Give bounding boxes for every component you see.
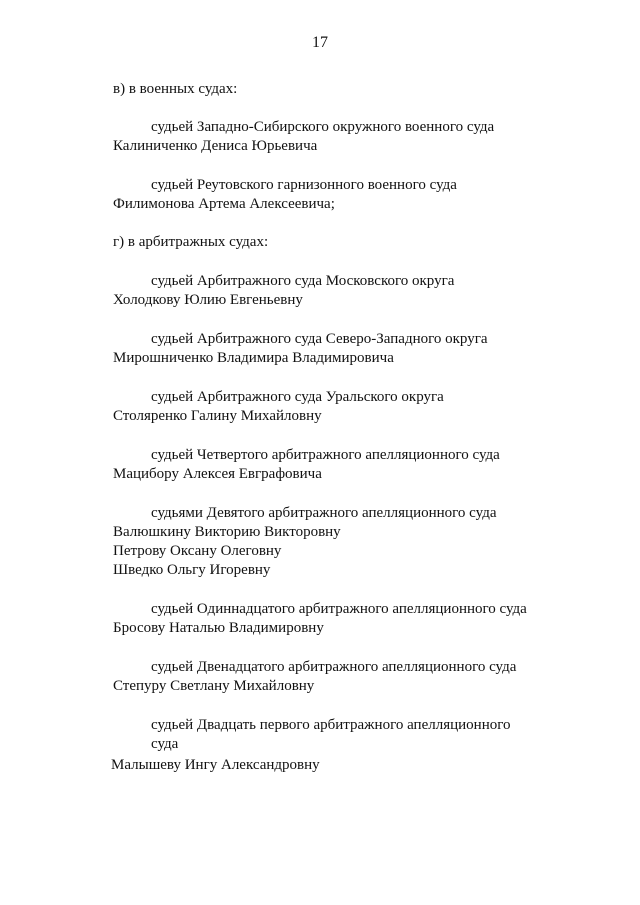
military-courts-heading: в) в военных судах: [113,81,238,97]
entry-name: Малышеву Ингу Александровну [111,757,320,773]
entry-name: Бросову Наталью Владимировну [113,620,324,636]
entry-name: Холодкову Юлию Евгеньевну [113,292,303,308]
entry-position: судьей Четвертого арбитражного апелляционного суда [151,447,500,463]
entry-position: судьей Двенадцатого арбитражного апелляционного суда [151,659,517,675]
entry-name: Столяренко Галину Михайловну [113,408,322,424]
entry-name: Степуру Светлану Михайловну [113,678,315,694]
arbitration-courts-heading: г) в арбитражных судах: [113,234,269,250]
entry-name: Филимонова Артема Алексеевича; [113,196,335,212]
entry-name: Петрову Оксану Олеговну [113,543,282,559]
entry-position: судьями Девятого арбитражного апелляционного суда [151,505,497,521]
entry-name: Шведко Ольгу Игоревну [113,562,271,578]
entry-position-continuation: суда [151,736,179,752]
entry-position: судьей Арбитражного суда Северо-Западного округа [151,331,488,347]
entry-position: судьей Реутовского гарнизонного военного суда [151,177,457,193]
entry-position: судьей Двадцать первого арбитражного апелляционного [151,717,511,733]
entry-name: Мирошниченко Владимира Владимировича [113,350,394,366]
entry-name: Валюшкину Викторию Викторовну [113,524,341,540]
entry-position: судьей Арбитражного суда Уральского округа [151,389,444,405]
entry-name: Мацибору Алексея Евграфовича [113,466,322,482]
entry-position: судьей Арбитражного суда Московского округа [151,273,455,289]
page-number: 17 [312,34,328,51]
entry-position: судьей Одиннадцатого арбитражного апелляционного суда [151,601,527,617]
entry-name: Калиниченко Дениса Юрьевича [113,138,318,154]
entry-position: судьей Западно-Сибирского окружного военного суда [151,119,495,135]
